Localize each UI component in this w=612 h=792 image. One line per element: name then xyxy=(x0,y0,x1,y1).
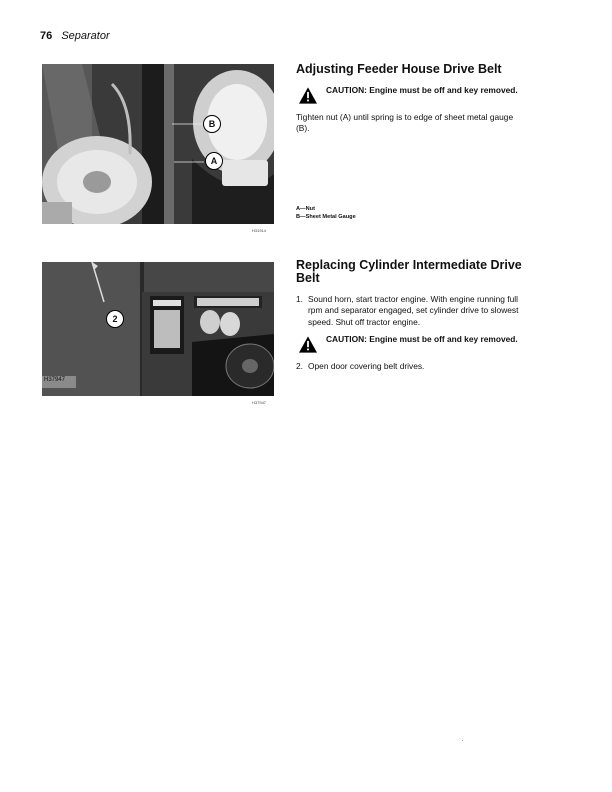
caution-text-2: CAUTION: Engine must be off and key removed. xyxy=(326,333,518,344)
step-2-text: Open door covering belt drives. xyxy=(308,360,425,371)
step-1-text: Sound horn, start tractor engine. With engine running full rpm and separator engaged, set cylinder drive to slowest speed. Shut off tractor engine. xyxy=(308,294,519,327)
caution-text: CAUTION: Engine must be off and key removed. xyxy=(326,85,518,96)
photo-label: H37947 xyxy=(44,377,66,383)
warning-triangle-icon xyxy=(299,336,317,353)
section-adjusting-feeder-belt xyxy=(296,63,522,140)
steps-list-2 xyxy=(296,361,522,372)
figure2-code: H37947 xyxy=(252,400,267,405)
step-2 xyxy=(296,361,522,372)
caution-block xyxy=(296,85,522,104)
feeder-house-belt-photo xyxy=(42,64,274,224)
steps-list xyxy=(296,294,522,328)
step-2-number: 2. xyxy=(296,360,303,371)
section-replacing-cylinder-belt xyxy=(296,259,522,378)
warning-triangle-icon xyxy=(299,87,317,104)
callout-a: A xyxy=(205,152,223,170)
legend-item-a: A—Nut xyxy=(296,206,315,212)
section2-title: Replacing Cylinder Intermediate Drive Belt xyxy=(296,258,522,286)
page-header xyxy=(40,30,110,42)
scan-speck xyxy=(462,740,463,741)
figure1-code: H31914 xyxy=(252,228,267,233)
page-number: 76 xyxy=(40,30,53,42)
callout-2: 2 xyxy=(106,310,124,328)
section1-body: Tighten nut (A) until spring is to edge of sheet metal gauge (B). xyxy=(296,112,514,134)
caution-block-2 xyxy=(296,334,522,353)
section1-title: Adjusting Feeder House Drive Belt xyxy=(296,62,502,76)
step-1-number: 1. xyxy=(296,294,303,305)
cylinder-belt-door-photo xyxy=(42,262,274,396)
callout-b: B xyxy=(203,115,221,133)
figure1-legend xyxy=(296,205,356,221)
legend-item-b: B—Sheet Metal Gauge xyxy=(296,214,356,221)
step-1 xyxy=(296,294,522,328)
section-name: Separator xyxy=(61,30,110,42)
